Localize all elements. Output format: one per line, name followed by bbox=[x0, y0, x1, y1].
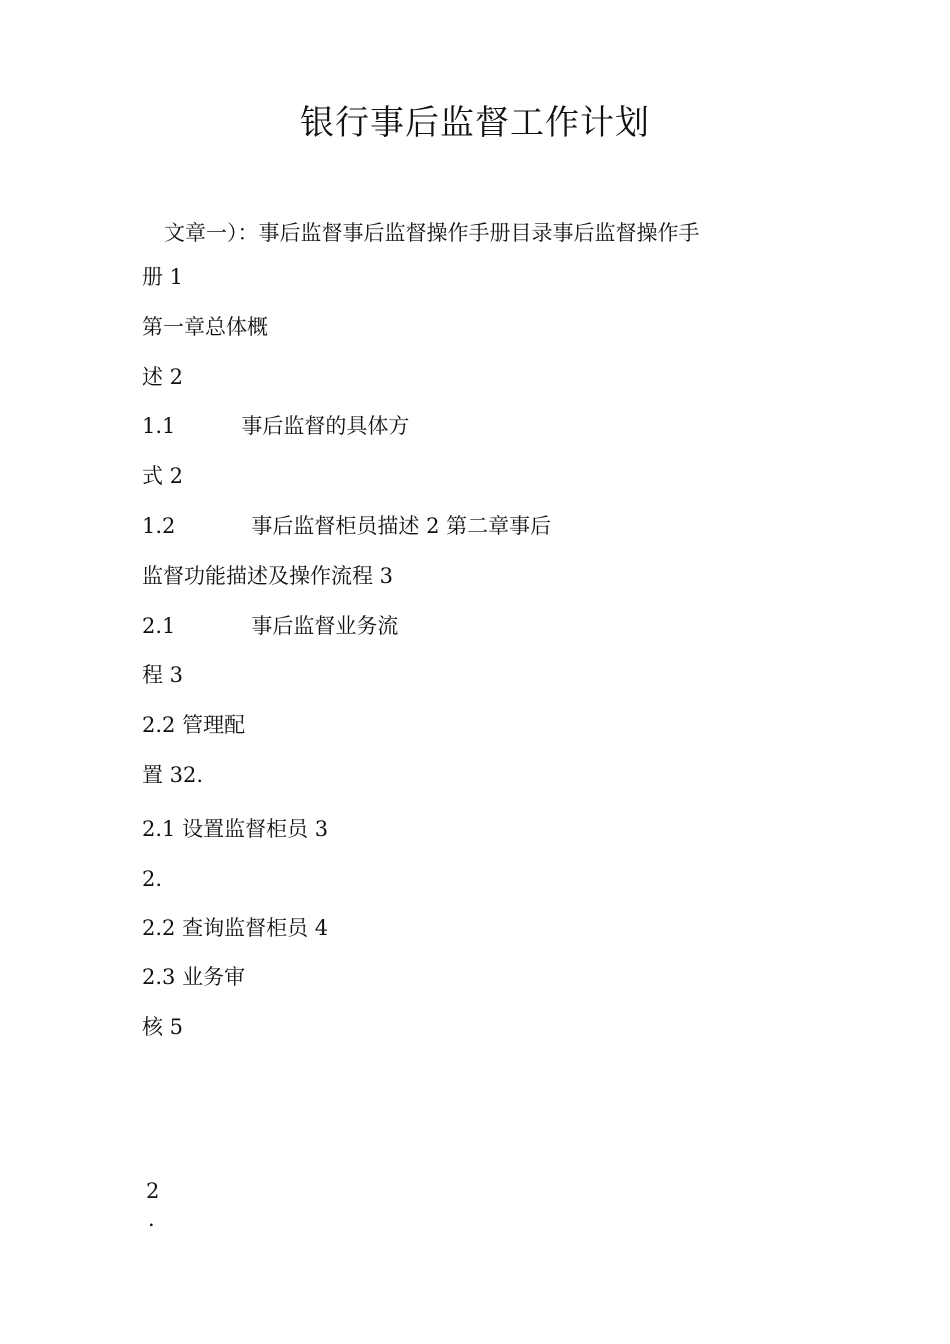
toc-line: 2.2 查询监督柜员 4 bbox=[142, 916, 329, 940]
toc-line: 第一章总体概 bbox=[142, 315, 268, 339]
page-number-dot: . bbox=[148, 1207, 155, 1231]
intro-line: 文章一）：事后监督事后监督操作手册目录事后监督操作手 bbox=[164, 221, 700, 245]
section-text: 事后监督业务流 bbox=[251, 614, 399, 638]
toc-line: 核 5 bbox=[142, 1015, 184, 1039]
toc-line: 述 2 bbox=[142, 365, 184, 389]
toc-line: 2.1 设置监督柜员 3 bbox=[142, 817, 329, 841]
section-text: 事后监督柜员描述 2 第二章事后 bbox=[251, 514, 552, 538]
toc-line: 置 32. bbox=[142, 763, 204, 787]
section-number: 2.1 bbox=[142, 614, 176, 638]
page-number: 2 bbox=[146, 1179, 160, 1203]
section-text: 事后监督的具体方 bbox=[241, 414, 410, 438]
toc-line bbox=[142, 411, 409, 441]
toc-line: 2.3 业务审 bbox=[142, 965, 246, 989]
toc-line bbox=[142, 511, 551, 541]
toc-line bbox=[142, 611, 398, 641]
toc-line: 册 1 bbox=[142, 265, 184, 289]
section-number: 1.2 bbox=[142, 514, 176, 538]
document-title: 银行事后监督工作计划 bbox=[300, 103, 650, 143]
toc-line: 2.2 管理配 bbox=[142, 713, 246, 737]
section-number: 1.1 bbox=[142, 414, 176, 438]
toc-line: 2. bbox=[142, 867, 163, 891]
toc-line: 程 3 bbox=[142, 663, 184, 687]
toc-line: 监督功能描述及操作流程 3 bbox=[142, 564, 394, 588]
toc-line: 式 2 bbox=[142, 464, 184, 488]
